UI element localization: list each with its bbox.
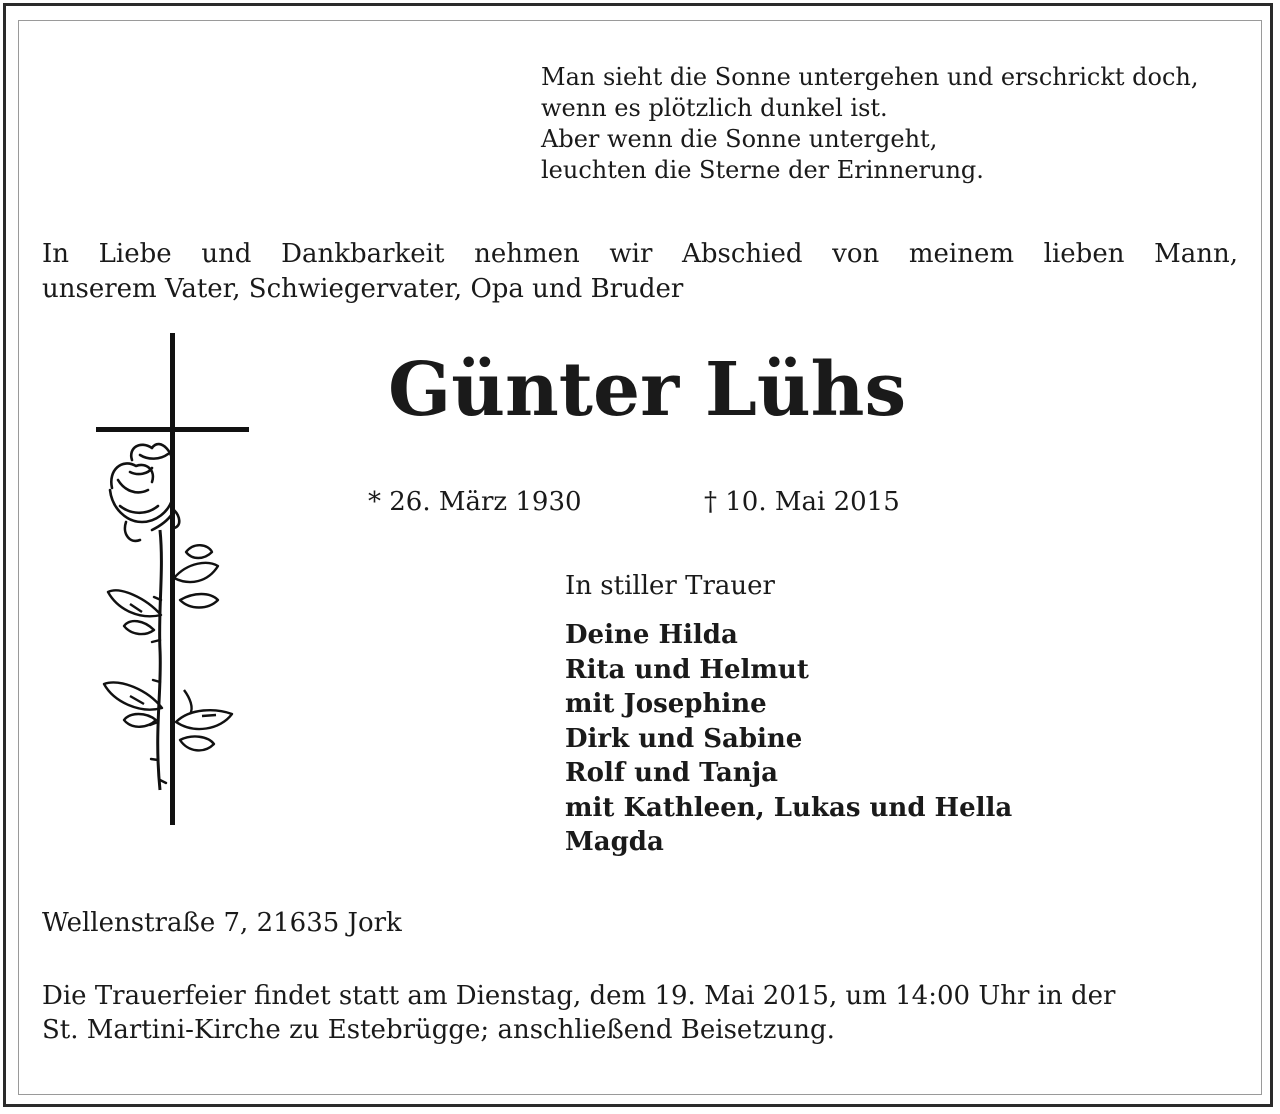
intro-line-2: unserem Vater, Schwiegervater, Opa und Bruder	[42, 274, 684, 304]
service-line-1: Die Trauerfeier findet statt am Dienstag, dem 19. Mai 2015, um 14:00 Uhr in der	[42, 981, 1116, 1011]
list-item: Deine Hilda	[565, 620, 738, 650]
service-info	[42, 979, 1115, 1047]
poem-line: wenn es plötzlich dunkel ist.	[541, 94, 888, 122]
intro-line-1: In Liebe und Dankbarkeit nehmen wir Abschied von meinem lieben Mann,	[42, 239, 1238, 269]
list-item: Rolf und Tanja	[565, 758, 778, 788]
list-item: Rita und Helmut	[565, 654, 809, 685]
poem	[541, 62, 1261, 186]
intro-text	[42, 237, 1238, 307]
list-item: mit Kathleen, Lukas und Hella	[565, 792, 1013, 823]
mourners-list	[565, 618, 1012, 860]
address: Wellenstraße 7, 21635 Jork	[42, 908, 402, 938]
list-item: mit Josephine	[565, 689, 767, 719]
poem-line: Aber wenn die Sonne untergeht,	[541, 125, 938, 153]
birth-date: * 26. März 1930	[368, 487, 582, 517]
cross-with-rose-icon	[90, 330, 260, 830]
death-date: † 10. Mai 2015	[704, 487, 900, 517]
list-item: Magda	[565, 827, 664, 857]
mourning-heading: In stiller Trauer	[565, 571, 775, 601]
poem-line: Man sieht die Sonne untergehen und erschrickt doch,	[541, 63, 1199, 91]
service-line-2: St. Martini-Kirche zu Estebrügge; anschließend Beisetzung.	[42, 1015, 835, 1045]
list-item: Dirk und Sabine	[565, 723, 803, 754]
deceased-name: Günter Lühs	[388, 347, 907, 433]
poem-line: leuchten die Sterne der Erinnerung.	[541, 156, 984, 184]
